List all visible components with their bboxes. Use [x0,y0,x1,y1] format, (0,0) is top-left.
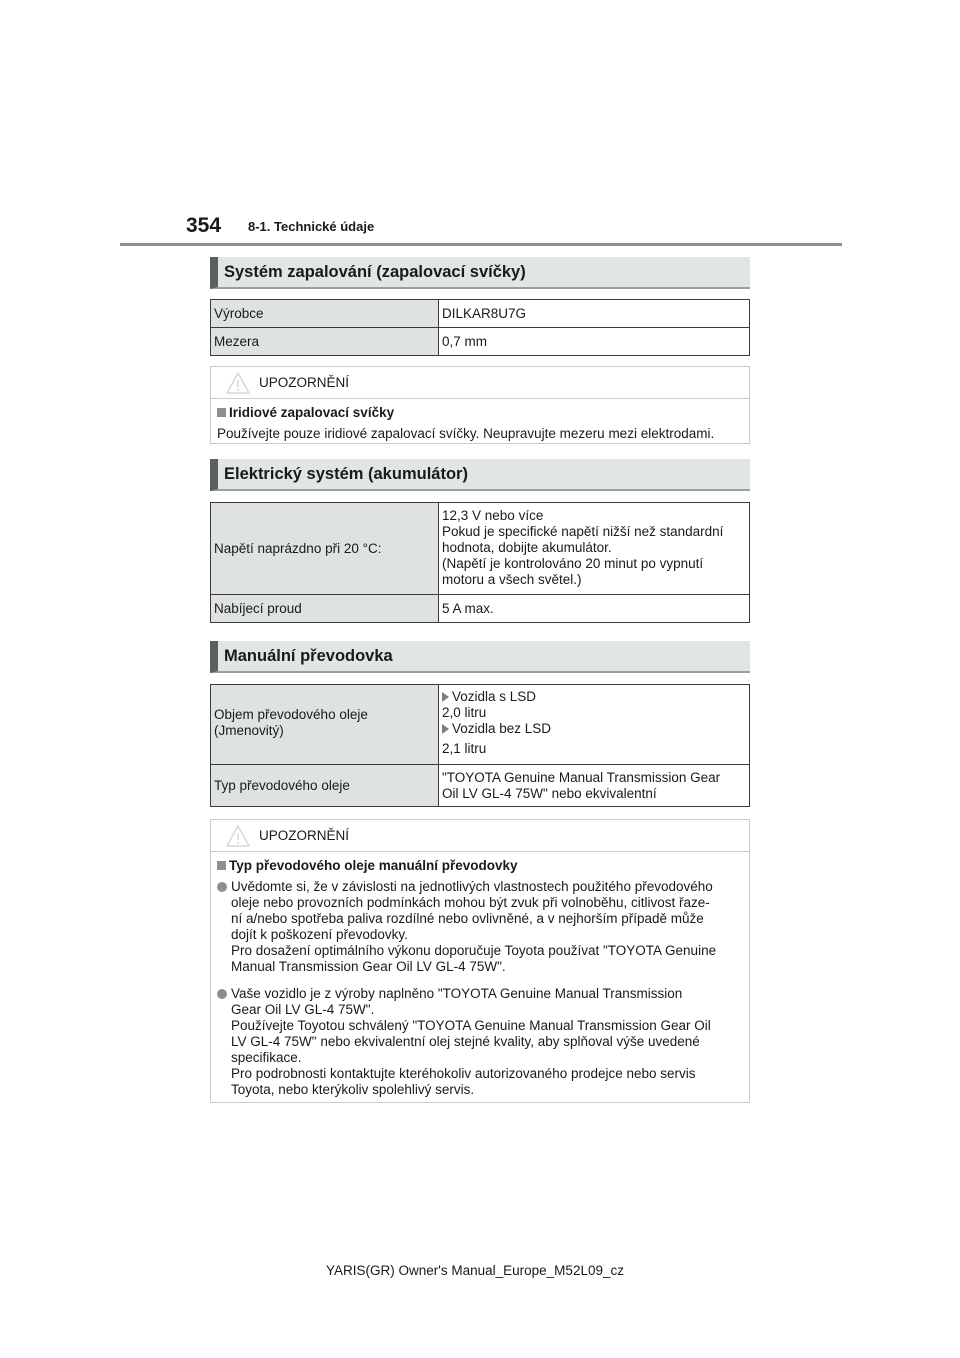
text-line: Pokud je specifické napětí nižší než standardní [442,523,724,539]
notice-heading [217,405,743,421]
notice-title: UPOZORNĚNÍ [259,828,350,843]
header-rule [120,243,842,246]
text-line: 2,0 litru [442,704,487,720]
gearbox-table [210,684,750,807]
table-value: 0,7 mm [439,328,750,356]
text-line: LV GL-4 75W" nebo ekvivalentní olej stejné kvality, aby splňoval výše uvedené [231,1034,700,1050]
table-row [211,685,750,765]
bullet-item [217,986,743,1097]
circle-bullet-icon [217,882,227,892]
text-line: 2,1 litru [442,740,487,756]
section-heading-ignition: Systém zapalování (zapalovací svíčky) [210,257,750,289]
text-line: hodnota, dobijte akumulátor. [442,539,612,555]
text-line: Manual Transmission Gear Oil LV GL-4 75W". [231,958,506,974]
table-row [211,300,750,328]
circle-bullet-icon [217,989,227,999]
text-line [442,721,746,737]
table-key: Mezera [211,328,439,356]
text-line: Oil LV GL-4 75W" nebo ekvivalentní [442,785,657,801]
text-line: Používejte Toyotou schválený "TOYOTA Genuine Manual Transmission Gear Oil [231,1018,711,1034]
text-line: Toyota, nebo kterýkoliv spolehlivý servis. [231,1081,475,1097]
notice-body [211,399,749,450]
text-line: 12,3 V nebo více [442,508,544,523]
table-key: Napětí naprázdno při 20 °C: [211,503,439,595]
section-heading-battery: Elektrický systém (akumulátor) [210,459,750,491]
text-line: Uvědomte si, že v závislosti na jednotlivých vlastnostech použitého převodového [231,878,713,894]
nolsd-label: Vozidla bez LSD [452,720,552,736]
text-line: (Napětí je kontrolováno 20 minut po vypnutí [442,555,704,571]
text-line: Vaše vozidlo je z výroby naplněno "TOYOTA Genuine Manual Transmission [231,986,683,1002]
text-line [442,689,746,705]
text-line: Pro podrobnosti kontaktujte kteréhokoliv autorizovaného prodejce nebo servis [231,1066,696,1082]
arrow-right-icon [442,724,449,734]
table-key: Typ převodového oleje [211,765,439,807]
text-line: Pro dosažení optimálního výkonu doporučuje Toyota používat "TOYOTA Genuine [231,942,717,958]
section-heading-gearbox: Manuální převodovka [210,641,750,673]
warning-triangle-icon [226,372,250,394]
text-line: "TOYOTA Genuine Manual Transmission Gear [442,769,721,785]
notice-heading-text: Iridiové zapalovací svíčky [229,405,395,420]
notice-heading-text: Typ převodového oleje manuální převodovky [229,858,518,873]
notice-heading [217,858,743,874]
table-value [439,685,750,765]
table-value [439,503,750,595]
square-bullet-icon [217,408,226,417]
notice-header [211,367,749,399]
ignition-table [210,299,750,356]
notice-body [211,852,749,1106]
arrow-right-icon [442,692,449,702]
battery-table [210,502,750,623]
text-line: ní a/nebo spotřeba paliva rozdílné nebo ovlivněné, a v nejhorším případě může [231,910,704,926]
table-key [211,685,439,765]
lsd-label: Vozidla s LSD [452,689,537,704]
notice-title: UPOZORNĚNÍ [259,375,350,390]
bullet-item [217,879,743,975]
text-line: (Jmenovitý) [214,722,284,738]
page-number: 354 [186,214,222,237]
notice-box [210,366,750,444]
table-value: 5 A max. [439,595,750,623]
table-row [211,765,750,807]
text-line: oleje nebo provozních podmínkách mohou být zvuk při volnoběhu, citlivost řaze- [231,894,710,910]
section-label: 8-1. Technické údaje [248,219,375,234]
footer-text: YARIS(GR) Owner's Manual_Europe_M52L09_cz [326,1263,624,1278]
warning-triangle-icon [226,825,250,847]
notice-text: Používejte pouze iridiové zapalovací svíčky. Neupravujte mezeru mezi elektrodami. [217,425,715,441]
text-line: motoru a všech světel.) [442,571,582,587]
text-line: dojít k poškození převodovky. [231,926,408,942]
text-line: specifikace. [231,1050,302,1066]
table-row [211,328,750,356]
table-key: Výrobce [211,300,439,328]
table-key: Nabíjecí proud [211,595,439,623]
table-row [211,503,750,595]
text-line: Objem převodového oleje [214,707,368,722]
table-value [439,765,750,807]
notice-header [211,820,749,852]
text-line: Gear Oil LV GL-4 75W". [231,1002,375,1018]
table-row [211,595,750,623]
notice-box [210,819,750,1103]
footer [0,1263,960,1278]
table-value: DILKAR8U7G [439,300,750,328]
square-bullet-icon [217,861,226,870]
